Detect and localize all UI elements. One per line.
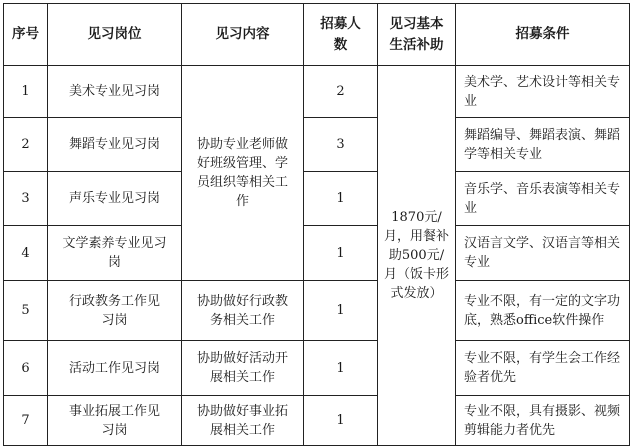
row-position: 舞蹈专业见习岗 bbox=[48, 118, 182, 172]
row-position: 文学素养专业见习岗 bbox=[48, 226, 182, 281]
row-count: 3 bbox=[304, 118, 378, 172]
header-requirements: 招募条件 bbox=[456, 4, 630, 66]
table-row bbox=[4, 396, 630, 446]
row-count: 1 bbox=[304, 396, 378, 446]
row-position: 行政教务工作见习岗 bbox=[48, 281, 182, 341]
row-count: 1 bbox=[304, 226, 378, 281]
row-count: 1 bbox=[304, 341, 378, 396]
row-no: 3 bbox=[4, 172, 48, 226]
table-row bbox=[4, 172, 630, 226]
row-position: 美术专业见习岗 bbox=[48, 66, 182, 118]
row-no: 7 bbox=[4, 396, 48, 446]
table-row bbox=[4, 66, 630, 118]
header-position: 见习岗位 bbox=[48, 4, 182, 66]
row-requirements: 汉语言文学、汉语言等相关专业 bbox=[456, 226, 630, 281]
row-no: 2 bbox=[4, 118, 48, 172]
row-no: 5 bbox=[4, 281, 48, 341]
row-count: 1 bbox=[304, 281, 378, 341]
row-requirements: 专业不限，有学生会工作经验者优先 bbox=[456, 341, 630, 396]
table-row bbox=[4, 341, 630, 396]
row-position: 活动工作见习岗 bbox=[48, 341, 182, 396]
row-requirements: 舞蹈编导、舞蹈表演、舞蹈学等相关专业 bbox=[456, 118, 630, 172]
row-content: 协助做好活动开展相关工作 bbox=[182, 341, 304, 396]
table-row bbox=[4, 281, 630, 341]
shared-content-cell: 协助专业老师做好班级管理、学员组织等相关工作 bbox=[182, 66, 304, 281]
row-content: 协助做好事业拓展相关工作 bbox=[182, 396, 304, 446]
header-count: 招募人数 bbox=[304, 4, 378, 66]
header-subsidy: 见习基本生活补助 bbox=[378, 4, 456, 66]
header-row bbox=[4, 4, 630, 66]
row-position: 事业拓展工作见习岗 bbox=[48, 396, 182, 446]
row-no: 4 bbox=[4, 226, 48, 281]
row-content: 协助做好行政教务相关工作 bbox=[182, 281, 304, 341]
header-no: 序号 bbox=[4, 4, 48, 66]
subsidy-cell: 1870元/月，用餐补助500元/月（饭卡形式发放） bbox=[378, 66, 456, 446]
row-requirements: 专业不限，有一定的文字功底，熟悉office软件操作 bbox=[456, 281, 630, 341]
table-row bbox=[4, 118, 630, 172]
row-count: 2 bbox=[304, 66, 378, 118]
recruitment-table bbox=[3, 3, 630, 446]
row-no: 1 bbox=[4, 66, 48, 118]
header-content: 见习内容 bbox=[182, 4, 304, 66]
row-requirements: 美术学、艺术设计等相关专业 bbox=[456, 66, 630, 118]
row-requirements: 音乐学、音乐表演等相关专业 bbox=[456, 172, 630, 226]
row-requirements: 专业不限，具有摄影、视频剪辑能力者优先 bbox=[456, 396, 630, 446]
table-row bbox=[4, 226, 630, 281]
row-position: 声乐专业见习岗 bbox=[48, 172, 182, 226]
row-no: 6 bbox=[4, 341, 48, 396]
row-count: 1 bbox=[304, 172, 378, 226]
